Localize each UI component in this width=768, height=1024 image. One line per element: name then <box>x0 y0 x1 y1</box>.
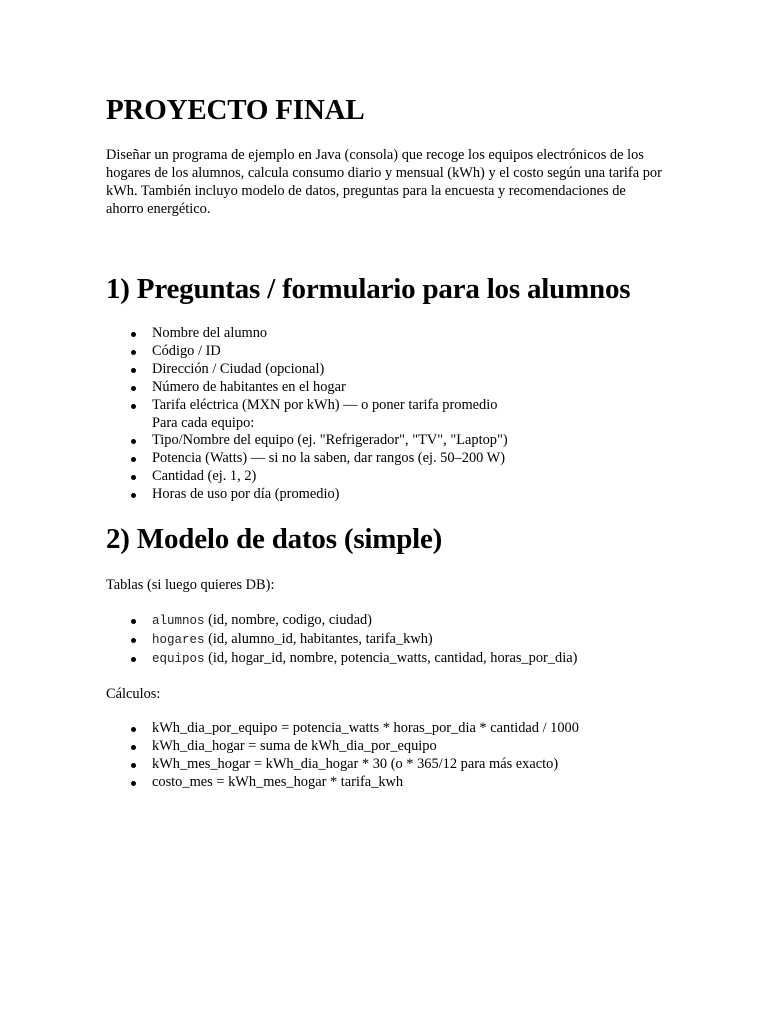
list-item-continuation: Para cada equipo: <box>152 414 255 431</box>
list-item: Número de habitantes en el hogar <box>106 379 508 397</box>
list-item: kWh_dia_hogar = suma de kWh_dia_por_equipo <box>106 738 579 756</box>
list-item: costo_mes = kWh_mes_hogar * tarifa_kwh <box>106 774 579 792</box>
document-title: PROYECTO FINAL <box>106 94 365 126</box>
table-name-code: alumnos <box>152 614 205 628</box>
intro-paragraph: Diseñar un programa de ejemplo en Java (consola) que recoge los equipos electrónicos de los hogares de los alumnos, calcula consumo diario y mensual (kWh) y el costo según una tarifa por kWh. También incluyo modelo de datos, preguntas para la encuesta y recomendaciones de ahorro energético. <box>106 147 662 217</box>
list-item: Nombre del alumno <box>106 325 508 343</box>
questions-list <box>106 325 508 504</box>
list-item: Dirección / Ciudad (opcional) <box>106 361 508 379</box>
list-item: kWh_dia_por_equipo = potencia_watts * horas_por_dia * cantidad / 1000 <box>106 720 579 738</box>
table-name-code: equipos <box>152 651 205 666</box>
tables-intro: Tablas (si luego quieres DB): <box>106 577 275 593</box>
list-item: Código / ID <box>106 343 508 361</box>
list-item: kWh_mes_hogar = kWh_dia_hogar * 30 (o * 365/12 para más exacto) <box>106 756 579 774</box>
tables-list <box>106 612 577 669</box>
list-item: Cantidad (ej. 1, 2) <box>106 468 508 486</box>
section-heading-data-model: 2) Modelo de datos (simple) <box>106 523 443 555</box>
section-heading-questions: 1) Preguntas / formulario para los alumnos <box>106 273 631 305</box>
table-list-item <box>106 612 577 631</box>
list-item: Tarifa eléctrica (MXN por kWh) — o poner tarifa promedio <box>106 397 508 415</box>
list-item: Horas de uso por día (promedio) <box>106 486 508 504</box>
table-list-item <box>106 631 577 650</box>
table-fields: (id, hogar_id, nombre, potencia_watts, cantidad, horas_por_dia) <box>208 649 578 666</box>
table-fields: (id, alumno_id, habitantes, tarifa_kwh) <box>208 630 433 647</box>
calcs-list <box>106 720 579 792</box>
table-list-item <box>106 650 577 669</box>
table-name-code: hogares <box>152 632 205 647</box>
calcs-intro: Cálculos: <box>106 686 161 702</box>
list-item: Tipo/Nombre del equipo (ej. "Refrigerador", "TV", "Laptop") <box>106 432 508 450</box>
list-item: Potencia (Watts) — si no la saben, dar rangos (ej. 50–200 W) <box>106 450 508 468</box>
table-fields: (id, nombre, codigo, ciudad) <box>208 612 372 628</box>
